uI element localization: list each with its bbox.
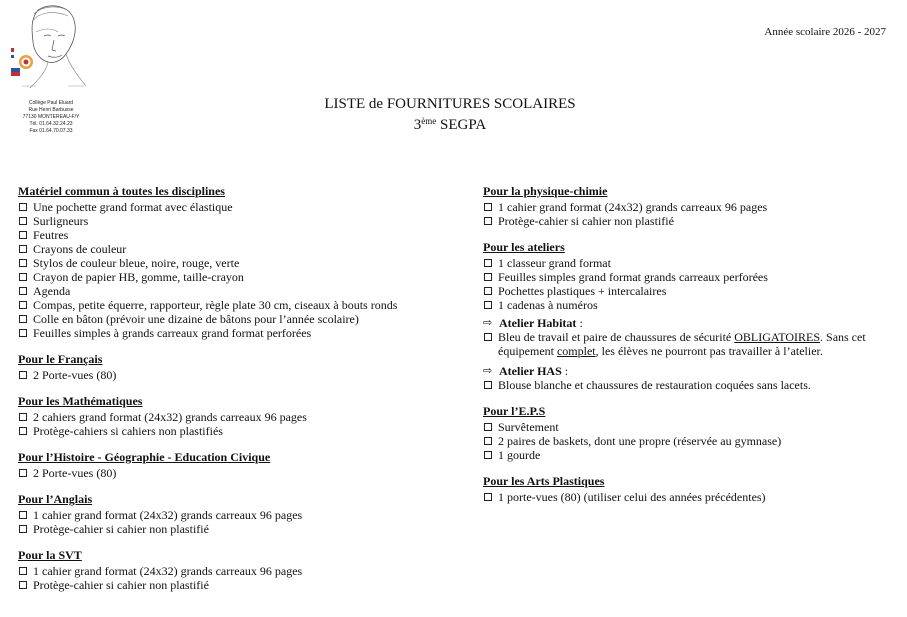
atelier-has-heading: ⇨ Atelier HAS :	[483, 364, 569, 378]
list-item[interactable]: Crayon de papier HB, gomme, taille-crayon	[18, 270, 458, 284]
list-item[interactable]: 1 cahier grand format (24x32) grands carreaux 96 pages	[483, 200, 893, 214]
list-item[interactable]: Blouse blanche et chaussures de restauration coquées sans lacets.	[483, 378, 893, 392]
checkbox-icon[interactable]	[19, 371, 27, 379]
list-item[interactable]: Protège-cahier si cahier non plastifié	[18, 578, 458, 592]
list-item[interactable]: 2 Porte-vues (80)	[18, 368, 458, 382]
checkbox-icon[interactable]	[19, 469, 27, 477]
section-title: Pour les ateliers	[483, 240, 565, 254]
checkbox-icon[interactable]	[19, 329, 27, 337]
list-item[interactable]: 1 classeur grand format	[483, 256, 893, 270]
list-item[interactable]: 2 cahiers grand format (24x32) grands carreaux 96 pages	[18, 410, 458, 424]
arrow-right-icon: ⇨	[483, 316, 493, 329]
checkbox-icon[interactable]	[19, 315, 27, 323]
section-common-materials	[18, 184, 458, 340]
section-title: Pour l’Anglais	[18, 492, 93, 506]
checkbox-icon[interactable]	[19, 567, 27, 575]
list-item[interactable]: 2 Porte-vues (80)	[18, 466, 458, 480]
section-anglais	[18, 492, 458, 536]
checkbox-icon[interactable]	[19, 413, 27, 421]
checkbox-icon[interactable]	[484, 217, 492, 225]
list-item[interactable]: Survêtement	[483, 420, 893, 434]
portrait-sketch-icon	[8, 2, 88, 94]
list-item[interactable]: Protège-cahier si cahier non plastifié	[483, 214, 893, 228]
checkbox-icon[interactable]	[19, 273, 27, 281]
list-item[interactable]: Agenda	[18, 284, 458, 298]
section-title: Pour le Français	[18, 352, 103, 366]
checkbox-icon[interactable]	[484, 423, 492, 431]
checkbox-icon[interactable]	[19, 217, 27, 225]
list-item[interactable]: 2 paires de baskets, dont une propre (réservée au gymnase)	[483, 434, 893, 448]
atelier-habitat-label: Atelier Habitat	[499, 316, 577, 330]
arrow-right-icon: ⇨	[483, 364, 493, 377]
section-title: Pour les Mathématiques	[18, 394, 143, 408]
atelier-has-label: Atelier HAS	[499, 364, 562, 378]
school-line: Tél. 01.64.32.24.23	[29, 121, 73, 127]
checkbox-icon[interactable]	[19, 203, 27, 211]
checkbox-icon[interactable]	[19, 259, 27, 267]
list-item[interactable]: Feuilles simples grand format grands carreaux perforées	[483, 270, 893, 284]
checkbox-icon[interactable]	[484, 437, 492, 445]
checkbox-icon[interactable]	[19, 287, 27, 295]
title-line: LISTE de FOURNITURES SCOLAIRES	[324, 96, 576, 112]
checkbox-icon[interactable]	[484, 287, 492, 295]
school-year: Année scolaire 2026 - 2027	[764, 26, 886, 38]
checkbox-icon[interactable]	[19, 245, 27, 253]
atelier-habitat-heading: ⇨ Atelier Habitat :	[483, 316, 583, 330]
list-item[interactable]: Surligneurs	[18, 214, 458, 228]
section-title: Pour l’E.P.S	[483, 404, 546, 418]
list-item[interactable]: 1 cahier grand format (24x32) grands carreaux 96 pages	[18, 508, 458, 522]
list-item[interactable]: 1 porte-vues (80) (utiliser celui des années précédentes)	[483, 490, 893, 504]
checkbox-icon[interactable]	[484, 273, 492, 281]
checkbox-icon[interactable]	[19, 581, 27, 589]
list-item[interactable]: 1 gourde	[483, 448, 893, 462]
section-histoire-geographie	[18, 450, 458, 480]
college-logo	[8, 2, 88, 94]
list-item[interactable]: Pochettes plastiques + intercalaires	[483, 284, 893, 298]
section-title: Pour la SVT	[18, 548, 82, 562]
school-line: 77130 MONTEREAU-F/Y	[22, 114, 80, 120]
list-item[interactable]: 1 cahier grand format (24x32) grands carreaux 96 pages	[18, 564, 458, 578]
checkbox-icon[interactable]	[484, 381, 492, 389]
grade-suffix: ème	[421, 116, 437, 126]
school-address	[14, 100, 88, 135]
school-line: Rue Henri Barbusse	[28, 107, 74, 113]
section-mathematiques	[18, 394, 458, 438]
checkbox-icon[interactable]	[19, 231, 27, 239]
checkbox-icon[interactable]	[19, 301, 27, 309]
grade-class: SEGPA	[436, 117, 487, 133]
section-svt	[18, 548, 458, 592]
list-item[interactable]: Feuilles simples à grands carreaux grand format perforées	[18, 326, 458, 340]
list-item[interactable]: Crayons de couleur	[18, 242, 458, 256]
list-item[interactable]: Protège-cahier si cahier non plastifié	[18, 522, 458, 536]
checkbox-icon[interactable]	[484, 203, 492, 211]
checkbox-icon[interactable]	[484, 333, 492, 341]
section-ateliers	[483, 240, 893, 392]
list-item[interactable]: Colle en bâton (prévoir une dizaine de bâtons pour l’année scolaire)	[18, 312, 458, 326]
title-grade	[250, 113, 650, 134]
section-francais	[18, 352, 458, 382]
section-title: Pour les Arts Plastiques	[483, 474, 605, 488]
checkbox-icon[interactable]	[19, 525, 27, 533]
section-title: Pour la physique-chimie	[483, 184, 608, 198]
list-item[interactable]: Feutres	[18, 228, 458, 242]
left-column	[18, 184, 458, 599]
section-arts-plastiques	[483, 474, 893, 504]
list-item[interactable]: Bleu de travail et paire de chaussures de sécurité OBLIGATOIRES. Sans cet équipement complet, les élèves ne pourront pas travailler à l’atelier.	[483, 330, 893, 358]
grade-number: 3	[413, 117, 422, 133]
checkbox-icon[interactable]	[484, 451, 492, 459]
section-physique-chimie	[483, 184, 893, 228]
section-eps	[483, 404, 893, 462]
right-column	[483, 184, 893, 511]
list-item[interactable]: Une pochette grand format avec élastique	[18, 200, 458, 214]
list-item[interactable]: Protège-cahiers si cahiers non plastifiés	[18, 424, 458, 438]
checkbox-icon[interactable]	[19, 427, 27, 435]
page-title	[250, 96, 650, 134]
section-title: Pour l’Histoire - Géographie - Education Civique	[18, 450, 271, 464]
list-item[interactable]: Stylos de couleur bleue, noire, rouge, verte	[18, 256, 458, 270]
school-line: Fax 01.64.70.07.33	[29, 128, 73, 134]
checkbox-icon[interactable]	[484, 259, 492, 267]
checkbox-icon[interactable]	[19, 511, 27, 519]
school-line: Collège Paul Eluard	[28, 100, 74, 106]
list-item[interactable]: Compas, petite équerre, rapporteur, règle plate 30 cm, ciseaux à bouts ronds	[18, 298, 458, 312]
list-item[interactable]: 1 cadenas à numéros	[483, 298, 893, 312]
checkbox-icon[interactable]	[484, 301, 492, 309]
checkbox-icon[interactable]	[484, 493, 492, 501]
section-title: Matériel commun à toutes les disciplines	[18, 184, 225, 198]
